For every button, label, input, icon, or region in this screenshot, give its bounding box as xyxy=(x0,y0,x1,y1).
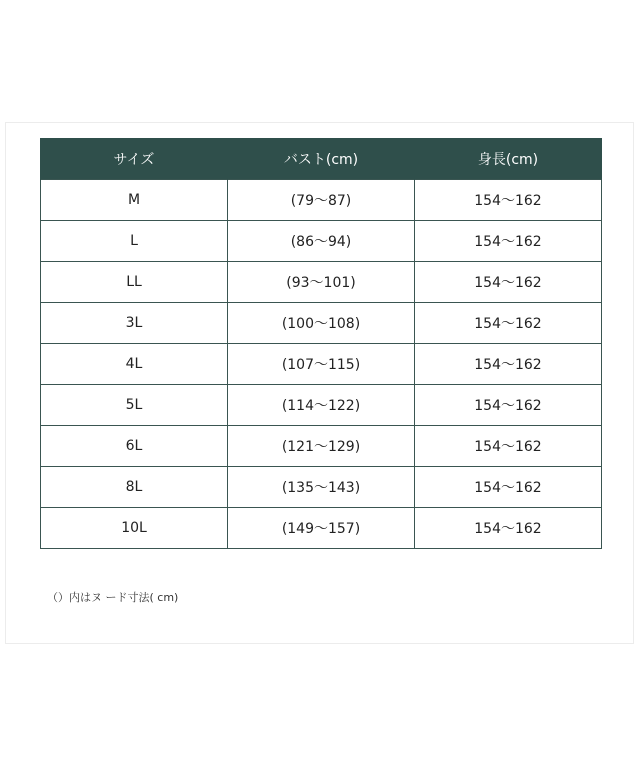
size-cell: M xyxy=(41,180,228,221)
height-cell: 154～162 xyxy=(415,426,602,467)
bust-cell: (86～94) xyxy=(228,221,415,262)
size-cell: 6L xyxy=(41,426,228,467)
bust-cell: (79～87) xyxy=(228,180,415,221)
table-row xyxy=(41,385,602,426)
table-row xyxy=(41,262,602,303)
bust-cell: (114～122) xyxy=(228,385,415,426)
size-table xyxy=(40,138,602,549)
height-cell: 154～162 xyxy=(415,262,602,303)
height-cell: 154～162 xyxy=(415,303,602,344)
table-row xyxy=(41,467,602,508)
table-row xyxy=(41,508,602,549)
bust-cell: (121～129) xyxy=(228,426,415,467)
bust-cell: (107～115) xyxy=(228,344,415,385)
size-cell: 4L xyxy=(41,344,228,385)
size-cell: 3L xyxy=(41,303,228,344)
size-cell: L xyxy=(41,221,228,262)
size-cell: 8L xyxy=(41,467,228,508)
table-row xyxy=(41,344,602,385)
table-row xyxy=(41,303,602,344)
measurement-note: （）内はヌ ード寸法( cm) xyxy=(47,591,179,604)
height-cell: 154～162 xyxy=(415,508,602,549)
table-row xyxy=(41,221,602,262)
table-row xyxy=(41,426,602,467)
bust-cell: (100～108) xyxy=(228,303,415,344)
height-cell: 154～162 xyxy=(415,467,602,508)
header-height: 身長(cm) xyxy=(415,138,602,180)
bust-cell: (135～143) xyxy=(228,467,415,508)
table-header-row xyxy=(41,138,602,180)
height-cell: 154～162 xyxy=(415,180,602,221)
size-cell: LL xyxy=(41,262,228,303)
height-cell: 154～162 xyxy=(415,344,602,385)
header-size: サイズ xyxy=(41,138,228,180)
header-bust: バスト(cm) xyxy=(228,138,415,180)
height-cell: 154～162 xyxy=(415,385,602,426)
size-chart-card xyxy=(5,122,634,644)
bust-cell: (149～157) xyxy=(228,508,415,549)
height-cell: 154～162 xyxy=(415,221,602,262)
table-row xyxy=(41,180,602,221)
bust-cell: (93～101) xyxy=(228,262,415,303)
size-cell: 10L xyxy=(41,508,228,549)
size-cell: 5L xyxy=(41,385,228,426)
